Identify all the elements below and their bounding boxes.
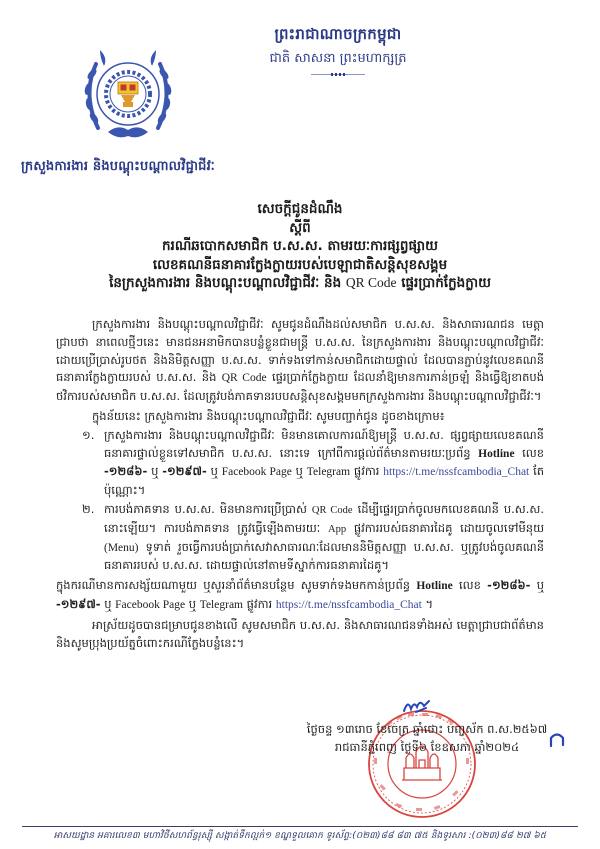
numbered-list	[56, 427, 544, 575]
telegram-text: Telegram	[199, 598, 243, 611]
list-item	[56, 501, 544, 575]
list-item-number: ១.	[82, 427, 95, 442]
date-block	[292, 720, 562, 756]
menu-text: (Menu)	[104, 541, 139, 554]
kingdom-heading	[228, 24, 448, 76]
list-item-text: ទូទាត់ រួចធ្វើការបង់ប្រាក់សេវាសាធារណៈដែលមាននិមិត្តសញ្ញា ប.ស.ស. ឬត្រូវបង់ចូលគណនីធនាគាររបស់ ប.ស.ស. ដោយផ្ទាល់នៅតាមទីស្នាក់ការធនាគារដៃគូ។	[104, 539, 545, 573]
telegram-link[interactable]: https://t.me/nssfcambodia_Chat	[383, 466, 530, 479]
paragraph-2: ក្នុងន័យនេះ ក្រសួងការងារ និងបណ្តុះបណ្តាលវិជ្ជាជីវៈ សូមបញ្ជាក់ជូន ដូចខាងក្រោម៖	[92, 408, 445, 423]
notice-title	[40, 200, 560, 293]
or-text: ឬ	[536, 578, 544, 593]
title-line-3: ករណីឆបោកសមាជិក ប.ស.ស. តាមរយៈការផ្សព្វផ្សាយ	[161, 238, 439, 254]
or-text: ឬ	[104, 596, 112, 611]
paragraph-1-text-b: ផ្ទេរប្រាក់ក្លែងក្លាយ ដែលនាំឱ្យមានការភាន់ច្រឡំ និងធ្វើឱ្យខាតបង់ថវិការបស់សមាជិក ប.ស.ស. ដែលត្រូវបង់ភាគទានរបបសន្តិសុខសង្គមមកក្រសួងការងារ និងបណ្តុះបណ្តាលវិជ្ជាជីវៈ។	[56, 370, 544, 404]
paragraph-3-end: ។	[425, 596, 434, 611]
title-line-2: ស្តីពី	[289, 219, 311, 236]
signature-mark-icon	[548, 732, 566, 748]
telegram-link[interactable]: https://t.me/nssfcambodia_Chat	[275, 598, 422, 611]
notice-body	[56, 316, 544, 652]
list-item-text: ក្រសួងការងារ និងបណ្តុះបណ្តាលវិជ្ជាជីវៈ មិនមានគោលការណ៍ឱ្យមន្ត្រី ប.ស.ស. ផ្សព្វផ្សាយលេខគណនីធនាគារផ្ទាល់ខ្លួនទៅសមាជិក ប.ស.ស. នោះទេ ក្រៅពីការផ្តល់ព័ត៌មានតាមរយៈប្រព័ន្ធ	[104, 427, 544, 460]
paragraph-1-text-a: ក្រសួងការងារ និងបណ្តុះបណ្តាលវិជ្ជាជីវៈ សូមជូនដំណឹងដល់សមាជិក ប.ស.ស. និងសាធារណជន មេត្តាជ្រាបថា នាពេលថ្មីៗនេះ មានជនអនាមិកបានបន្លំខ្លួនជាមន្ត្រី ប.ស.ស. នៃក្រសួងការងារ និងបណ្តុះបណ្តាលវិជ្ជាជីវៈ ដោយប្រើប្រាស់រូបថត និងនិមិត្តសញ្ញា ប.ស.ស. ទាក់ទងទៅកាន់សមាជិកដោយផ្ទាល់ ដែលបានភ្ជាប់នូវលេខគណនីធនាគារក្លែងក្លាយរបស់ ប.ស.ស. និង	[56, 317, 544, 385]
list-item-text: ការបង់ភាគទាន ប.ស.ស. មិនមានការប្រើប្រាស់	[104, 501, 307, 516]
paragraph-3	[56, 577, 544, 615]
footer-address: អាសយដ្ឋាន អគារលេខ៣ មហាវិថីសហព័ន្ធរុស្ស៊ី សង្កាត់ទឹកល្អក់១ ខណ្ឌទួលគោក ទូរស័ព្ទ:(០២៣)៨៨ ៨៣ ៧៥ និងទូរសារ :(០២៣)៨៨ ២៧ ៦៥	[53, 831, 547, 841]
solar-date: រាជធានីភ្នំពេញ ថ្ងៃទី៦ ខែឧសភា ឆ្នាំ២០២៤	[334, 740, 520, 754]
paragraph-1-qr-code: QR Code	[221, 372, 267, 385]
hotline-number-1: -១២៨៦-	[104, 464, 148, 479]
list-item-text: ផ្លូវការរបស់ធនាគារដៃគូ ដោយចូលទៅមីនុយ	[353, 520, 545, 535]
title-line-4: លេខគណនីធនាគារក្លែងក្លាយរបស់បេឡាជាតិសន្តិសុខសង្គម	[152, 256, 448, 273]
hotline-number-1: -១២៨៦-	[487, 578, 531, 593]
hotline-label: Hotline	[478, 447, 515, 460]
paragraph-3-text: ក្នុងករណីមានការសង្ស័យណាមួយ ឬសួរនាំព័ត៌មានបន្ថែម សូមទាក់ទងមកកាន់ប្រព័ន្ធ	[56, 578, 411, 593]
title-line-5-part-a: នៃក្រសួងការងារ និងបណ្តុះបណ្តាលវិជ្ជាជីវៈ និង	[109, 275, 342, 291]
list-item	[56, 427, 544, 500]
paragraph-3-text: លេខ	[459, 578, 481, 593]
ornament-divider	[311, 74, 365, 76]
paragraph-4: អាស្រ័យដូចបានជម្រាបជូនខាងលើ សូមសមាជិក ប.ស.ស. និងសាធារណជនទាំងអស់ មេត្តាជ្រាបជាព័ត៌មាន និងសូមប្រុងប្រយ័ត្នចំពោះករណីក្លែងបន្លំនេះ។	[56, 617, 544, 650]
app-text: App	[328, 523, 347, 535]
or-text: ឬ	[151, 464, 159, 479]
facebook-page-text: Facebook Page	[221, 466, 292, 479]
official-text: ផ្លូវការ	[353, 464, 380, 479]
official-text: ផ្លូវការ	[246, 596, 273, 611]
facebook-page-text: Facebook Page	[115, 598, 186, 611]
qr-code-text: QR Code	[311, 504, 353, 516]
ministry-name: ក្រសួងការងារ និងបណ្តុះបណ្តាលវិជ្ជាជីវៈ	[21, 159, 215, 174]
title-qr-code: QR Code	[345, 275, 397, 290]
title-line-1: សេចក្តីជូនដំណឹង	[257, 201, 343, 217]
list-item-text: ដើម្បីផ្ទេរប្រាក់ចូលមកលេខគណនី ប.ស.ស. នោះឡើយ។ ការបង់ភាគទាន ត្រូវធ្វើឡើងតាមរយៈ	[104, 501, 545, 535]
hotline-label: Hotline	[416, 580, 453, 593]
title-line-5	[40, 274, 560, 293]
national-motto: ជាតិ សាសនា ព្រះមហាក្សត្រ	[269, 51, 407, 66]
ministry-logo-icon	[78, 44, 178, 150]
list-item-text: លេខ	[522, 445, 545, 460]
telegram-text: Telegram	[306, 466, 351, 479]
or-text: ឬ	[210, 464, 218, 479]
or-text: ឬ	[188, 596, 197, 611]
hotline-number-2: -១២៩៧-	[162, 464, 207, 479]
list-item-number: ២.	[82, 501, 95, 516]
or-text: ឬ	[295, 464, 303, 479]
lunar-date: ថ្ងៃចន្ទ ១៣រោច ខែចេត្រ ឆ្នាំថោះ បញ្ចស័ក ព.ស.២៥៦៧	[306, 722, 548, 736]
hotline-number-2: -១២៩៧-	[56, 596, 101, 611]
paragraph-1	[56, 316, 544, 406]
footer-divider	[22, 826, 578, 827]
title-line-5-part-b: ផ្ទេរប្រាក់ក្លែងក្លាយ	[401, 275, 491, 291]
list-item-text: តែប៉ុណ្ណោះ។	[104, 464, 545, 498]
kingdom-title: ព្រះរាជាណាចក្រកម្ពុជា	[274, 25, 402, 43]
initial-signature-icon	[402, 697, 432, 715]
